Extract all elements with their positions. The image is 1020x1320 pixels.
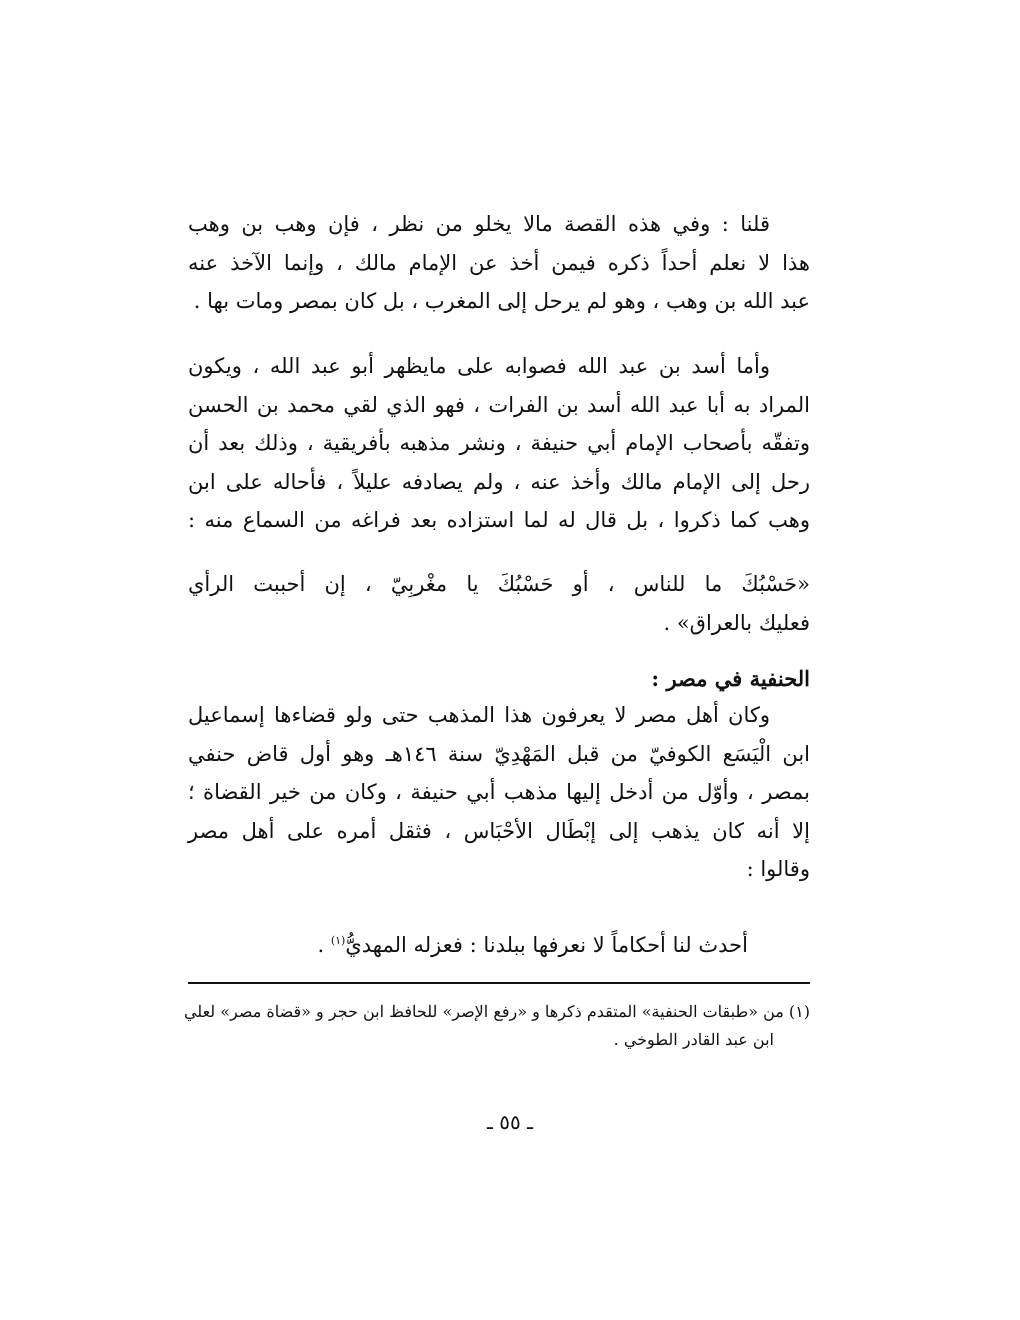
footnote-line: (١) من «طبقات الحنفية» المتقدم ذكرها و «رفع الإصر» للحافظ ابن حجر و «قضاة مصر» لعلي [183,1002,810,1021]
quotation [188,565,810,642]
paragraph-dismissal [188,922,810,965]
heading-text: الحنفية في مصر : [651,666,810,691]
text-line: إلا أنه كان يذهب إلى إبْطَال الأحْبَاس ، فثقل أمره على أهل مصر [188,818,810,843]
page-number: ـ ٥٥ ـ [487,1110,533,1134]
text-line: بمصر ، وأوّل من أدخل إليها مذهب أبي حنيفة ، وكان من خير القضاة ؛ [188,780,810,804]
text-line: «حَسْبُكَ ما للناس ، أو حَسْبُكَ يا مغْربِيّ ، إن أحببت الرأي [188,572,810,596]
text-line: رحل إلى الإمام مالك وأخذ عنه ، ولم يصادفه عليلاً ، فأحاله على ابن [188,469,810,494]
text-line: قلنا : وفي هذه القصة مالا يخلو من نظر ، فإن وهب بن وهب [188,212,770,236]
footnote-separator [188,982,810,984]
text-line: المراد به أبا عبد الله أسد بن الفرات ، فهو الذي لقي محمد بن الحسن [188,392,810,417]
paragraph-wahb [188,205,810,321]
footnote-line: ابن عبد القادر الطوخي . [613,1030,774,1049]
section-heading [188,660,810,699]
footnote [183,998,810,1054]
footnote-reference[interactable]: (١) [330,934,346,947]
text-line: وأما أسد بن عبد الله فصوابه على مايظهر أبو عبد الله ، ويكون [188,354,770,378]
text-line: وتفقّه بأصحاب الإمام أبي حنيفة ، ونشر مذهبه بأفريقية ، وذلك بعد أن [188,431,810,455]
text-line: ابن الْيَسَع الكوفيّ من قبل المَهْدِيّ سنة ١٤٦هـ وهو أول قاض حنفي [188,741,811,766]
dismissal-text: أحدث لنا أحكاماً لا نعرفها ببلدنا : فعزله المهديُّ [345,933,748,957]
text-line: فعليك بالعراق» . [663,610,810,635]
text-line: وقالوا : [746,857,810,881]
text-line: وكان أهل مصر لا يعرفون هذا المذهب حتى ولو قضاءها إسماعيل [188,703,770,727]
sentence-end: . [317,933,331,957]
text-line [188,922,810,965]
paragraph-hanafi-egypt [188,696,810,889]
text-line: هذا لا نعلم أحداً ذكره فيمن أخذ عن الإمام مالك ، وإنما الآخذ عنه [188,250,810,275]
text-line: عبد الله بن وهب ، وهو لم يرحل إلى المغرب ، بل كان بمصر ومات بها . [193,289,810,313]
paragraph-asad [188,347,810,540]
text-line: وهب كما ذكروا ، بل قال له لما استزاده بعد فراغه من السماع منه : [188,508,810,532]
